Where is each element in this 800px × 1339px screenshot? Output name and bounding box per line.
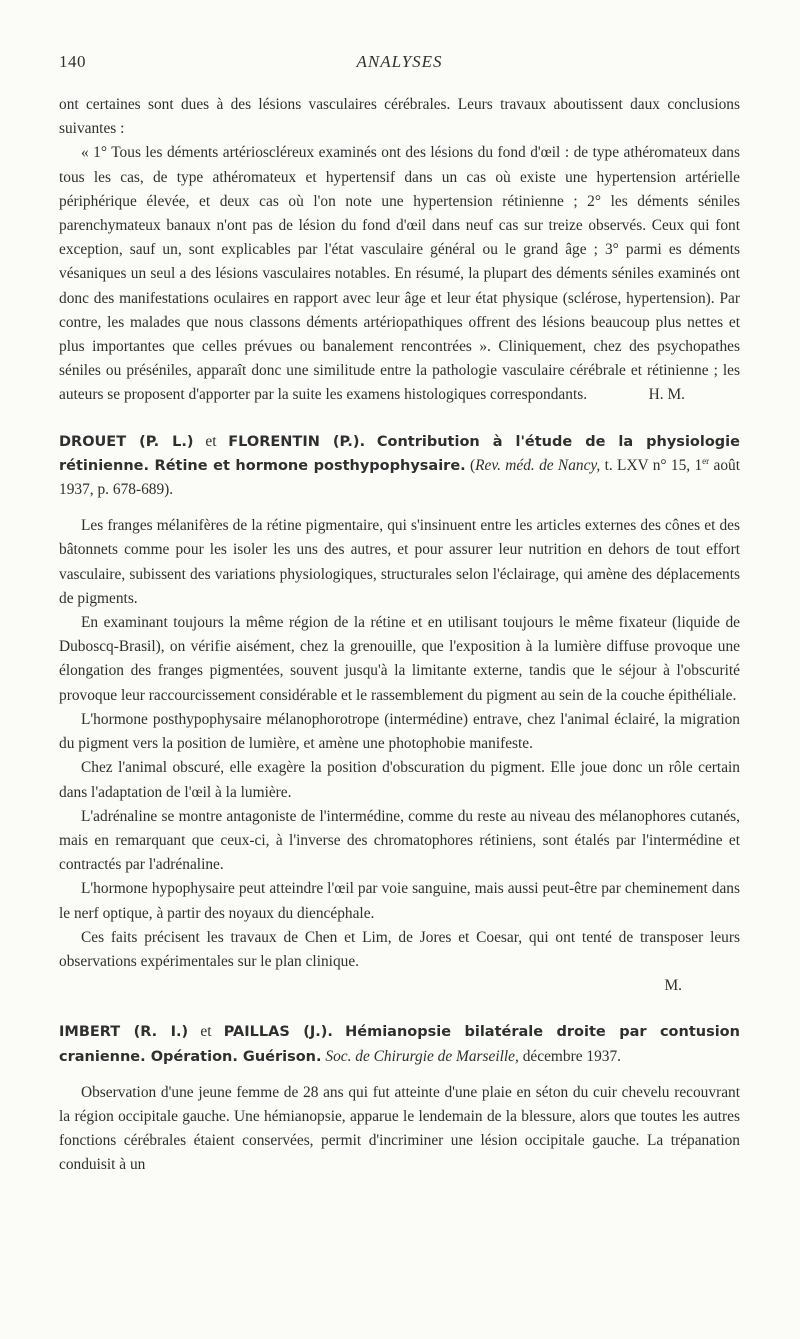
entry-volume: t. LXV n° 15, 1: [604, 456, 703, 474]
running-title: ANALYSES: [356, 52, 443, 71]
entry-authors: FLORENTIN (P.).: [228, 433, 366, 450]
paragraph: L'adrénaline se montre antagoniste de l'intermédine, comme du reste au niveau des mélanophores cutanés, mais en remarquant que ceux-ci, à l'inverse des chromatophores rétiniens, sont étalés par l'intermédine et contractés par l'adrénaline.: [59, 807, 740, 874]
paragraph: Les franges mélanifères de la rétine pigmentaire, qui s'insinuent entre les articles externes des cônes et des bâtonnets comme pour les isoler les uns des autres, et pour assurer leur nutrition en dehors de tout effort vasculaire, subissent des variations physiologiques, structurales selon l'éclairage, qui amène des déplacements de pigments.: [59, 517, 740, 607]
entry-date: décembre 1937.: [522, 1047, 622, 1065]
bibliographic-entry: [59, 1020, 740, 1068]
paragraph: Ces faits précisent les travaux de Chen et Lim, de Jores et Coesar, qui ont tenté de transposer leurs observations expérimentales sur le plan clinique.: [59, 928, 740, 970]
page-number: 140: [59, 52, 86, 71]
paragraph: L'hormone posthypophysaire mélanophorotrope (intermédine) entrave, chez l'animal éclairé, la migration du pigment vers la position de lumière, et amène une photophobie manifeste.: [59, 710, 740, 753]
entry-authors: PAILLAS (J.).: [223, 1024, 333, 1041]
paragraph: L'hormone hypophysaire peut atteindre l'œil par voie sanguine, mais aussi peut-être par cheminement dans le nerf optique, à partir des noyaux du diencéphale.: [59, 880, 740, 922]
entry-conjunction: et: [205, 432, 217, 450]
entry-date-pages: août 1937, p. 678-689).: [59, 456, 740, 499]
entry-title: Contribution à l'étude de la physiologie rétinienne. Rétine et hormone posthypophysaire.: [59, 433, 740, 474]
entry-superscript: er: [702, 455, 710, 466]
entry-authors: IMBERT (R. I.): [59, 1024, 189, 1041]
page-header: [59, 52, 740, 76]
paragraph: ont certaines sont dues à des lésions vasculaires cérébrales. Leurs travaux aboutissent daux conclusions suivantes :: [59, 96, 740, 138]
paragraph: Chez l'animal obscuré, elle exagère la position d'obscuration du pigment. Elle joue donc un rôle certain dans l'adaptation de l'œil à la lumière.: [59, 759, 740, 801]
paragraph: En examinant toujours la même région de la rétine et en utilisant toujours le même fixateur (liquide de Duboscq-Brasil), on vérifie aisément, chez la grenouille, que l'exposition à la lumière diffuse provoque une élongation des franges pigmentées, souvent jusqu'à la limitante externe, tandis que le séjour à l'obscurité provoque leur raccourcissement considérable et le rassemblement du pigment au sein de la couche épithéliale.: [59, 614, 740, 704]
entry-authors: DROUET (P. L.): [59, 433, 194, 450]
entry-journal: Soc. de Chirurgie de Marseille,: [325, 1047, 519, 1065]
entry-title: Hémianopsie bilatérale droite par contusion cranienne. Opération. Guérison.: [59, 1024, 740, 1065]
signature: M.: [664, 977, 682, 995]
page-body: [59, 93, 740, 1178]
bibliographic-entry: [59, 430, 740, 503]
paragraph: Observation d'une jeune femme de 28 ans qui fut atteinte d'une plaie en séton du cuir chevelu recouvrant la région occipitale gauche. Une hémianopsie, apparue le lendemain de la blessure, alors que toutes les autres fonctions cérébrales étaient conservées, permit d'incriminer une lésion occipitale gauche. La trépanation conduisit à un: [59, 1083, 740, 1174]
entry-source-open: (: [470, 456, 476, 474]
entry-conjunction: et: [200, 1023, 212, 1041]
entry-journal: Rev. méd. de Nancy,: [475, 456, 601, 474]
quoted-conclusions: « 1° Tous les déments artérioscléreux examinés ont des lésions du fond d'œil : de type athéromateux dans tous les cas, de type athéromateux et hypertensif dans un cas où existe une hypertension artérielle périphérique élevée, et deux cas où l'on note une hypertension rétinienne ; 2° les déments séniles parenchymateux banaux n'ont pas de lésion du fond d'œil dans neuf cas sur treize observés. Ceux qui font exception, sauf un, sont explicables par l'état vasculaire général ou le grand âge ; 3° parmi es déments vésaniques un seul a des lésions vasculaires notables. En résumé, la plupart des déments séniles examinés ont donc des manifestations oculaires en rapport avec leur âge et leur état physique (sclérose, hypertension). Par contre, les malades que nous classons déments artériopathiques offrent des lésions beaucoup plus nettes et plus importantes que celles prévues ou banalement rencontrées ». Cliniquement, chez des psychopathes séniles ou préséniles, apparaît donc une similitude entre la pathologie vasculaire cérébrale et rétinienne ; les auteurs se proposent d'apporter par la suite les examens histologiques correspondants.: [59, 144, 740, 404]
signature: H. M.: [648, 386, 685, 404]
